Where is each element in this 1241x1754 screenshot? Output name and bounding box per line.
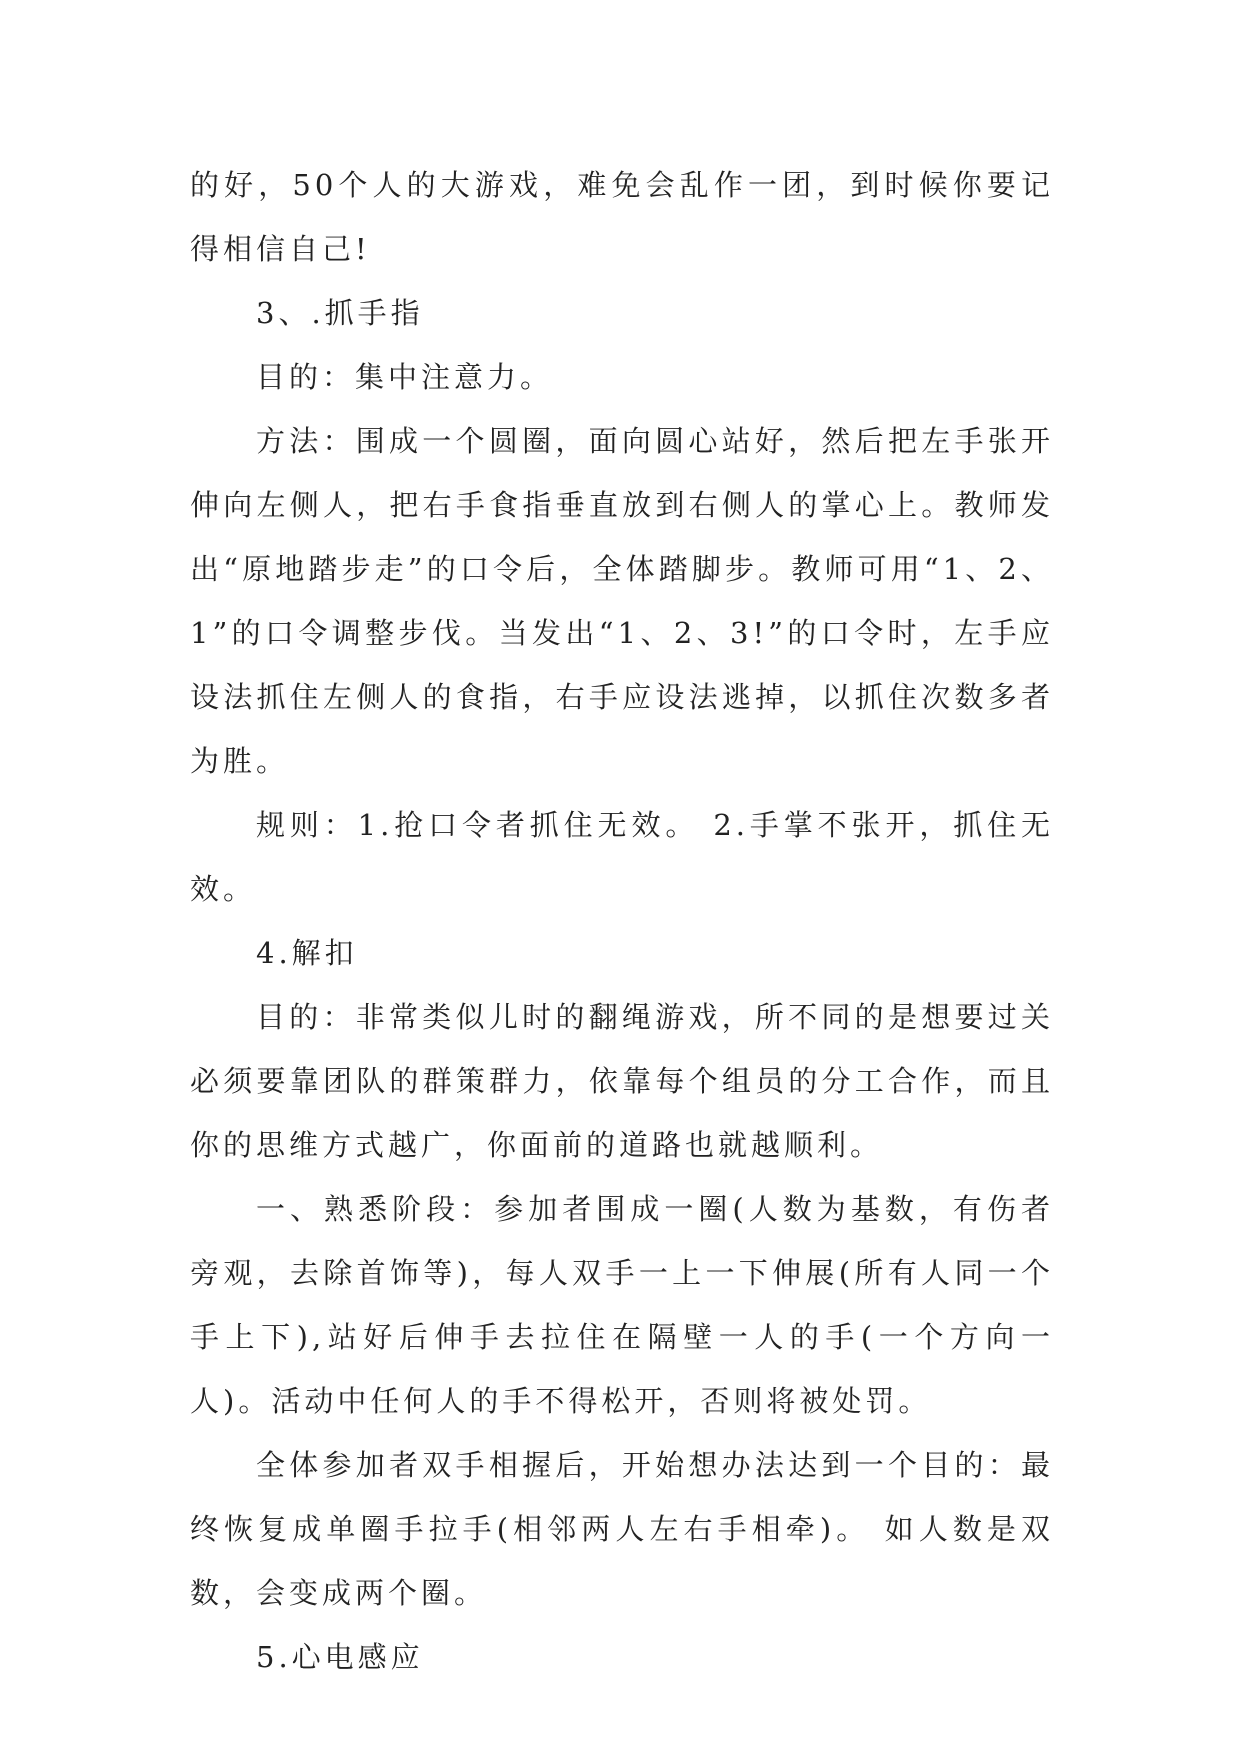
- paragraph: 的好，50个人的大游戏，难免会乱作一团，到时候你要记得相信自己!: [190, 168, 1054, 266]
- section-heading: 3、.抓手指: [256, 296, 424, 330]
- paragraph: 一、熟悉阶段：参加者围成一圈(人数为基数，有伤者旁观，去除首饰等)，每人双手一上一下伸展(所有人同一个手上下),站好后伸手去拉住在隔壁一人的手(一个方向一人)。活动中任何人的手不得松开，否则将被处罚。: [190, 1192, 1054, 1418]
- paragraph: 全体参加者双手相握后，开始想办法达到一个目的：最终恢复成单圈手拉手(相邻两人左右手相牵)。 如人数是双数，会变成两个圈。: [190, 1448, 1054, 1610]
- section-heading: 4.解扣: [256, 936, 358, 970]
- paragraph: 方法：围成一个圆圈，面向圆心站好，然后把左手张开伸向左侧人，把右手食指垂直放到右侧人的掌心上。教师发出“原地踏步走”的口令后，全体踏脚步。教师可用“1、2、1”的口令调整步伐。当发出“1、2、3!”的口令时，左手应设法抓住左侧人的食指，右手应设法逃掉，以抓住次数多者为胜。: [190, 424, 1054, 778]
- paragraph: 目的：非常类似儿时的翻绳游戏，所不同的是想要过关必须要靠团队的群策群力，依靠每个组员的分工合作，而且你的思维方式越广，你面前的道路也就越顺利。: [190, 1000, 1054, 1162]
- paragraph: 规则：1.抢口令者抓住无效。 2.手掌不张开，抓住无效。: [190, 808, 1054, 906]
- section-heading: 5.心电感应: [256, 1640, 424, 1674]
- document-page: [190, 153, 1054, 1689]
- paragraph: 目的：集中注意力。: [256, 360, 554, 394]
